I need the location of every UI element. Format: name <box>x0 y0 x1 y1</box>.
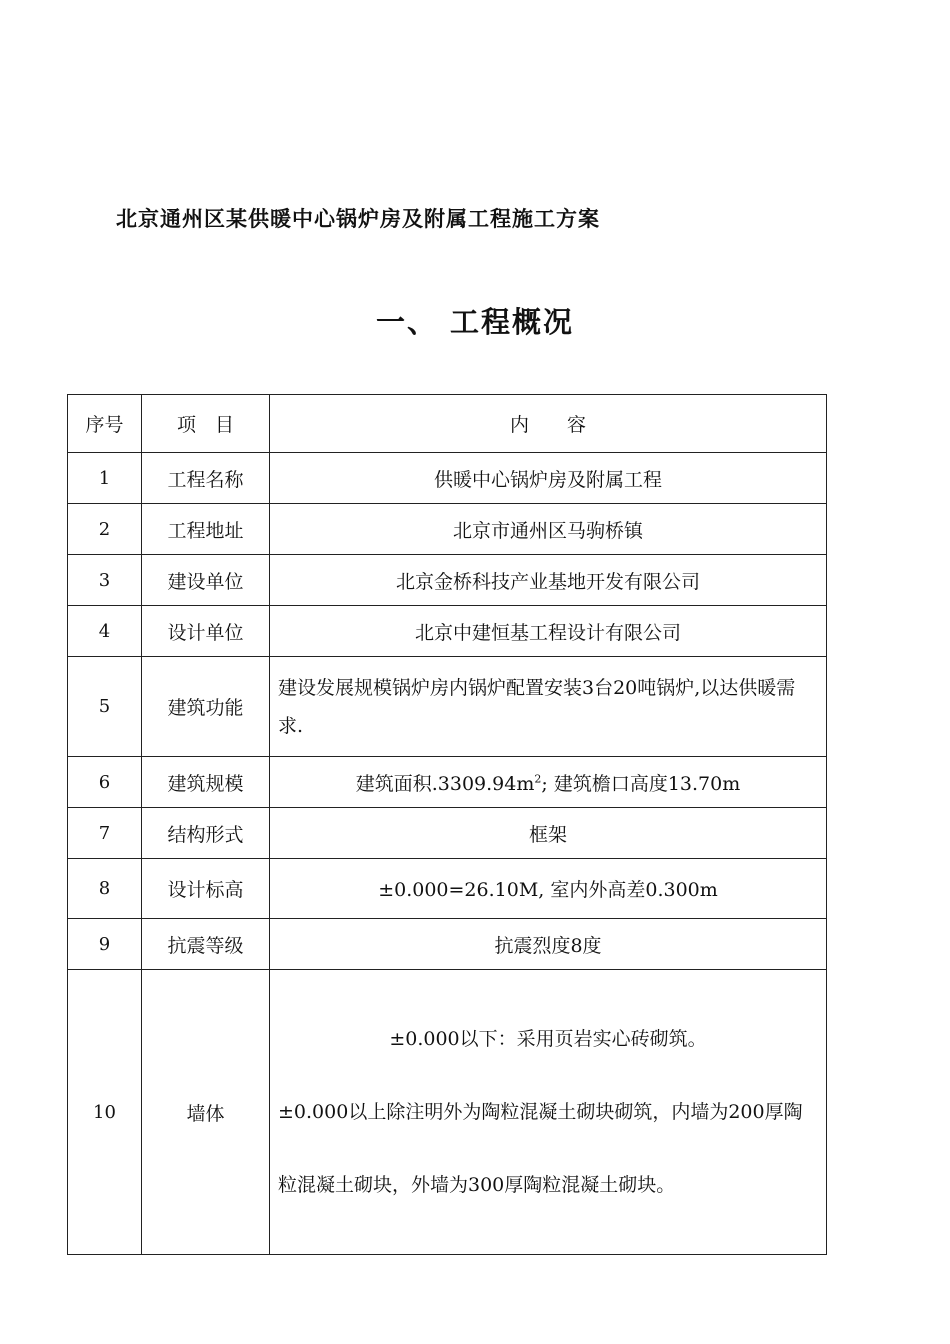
row-content: 框架 <box>270 808 827 859</box>
row-content: 抗震烈度8度 <box>270 919 827 970</box>
table-row <box>68 859 827 919</box>
row-number: 3 <box>68 555 142 606</box>
row-item: 结构形式 <box>142 808 270 859</box>
header-item: 项 目 <box>142 395 270 453</box>
row-content: 北京中建恒基工程设计有限公司 <box>270 606 827 657</box>
table-row <box>68 657 827 757</box>
header-content: 内 容 <box>270 395 827 453</box>
project-overview-table <box>67 394 827 1255</box>
row-item: 抗震等级 <box>142 919 270 970</box>
row-number: 9 <box>68 919 142 970</box>
row-number: 2 <box>68 504 142 555</box>
wall-below-grade: ±0.000以下：采用页岩实心砖砌筑。 <box>389 1027 707 1050</box>
row-item: 建筑规模 <box>142 757 270 808</box>
row-number: 4 <box>68 606 142 657</box>
row-item: 设计单位 <box>142 606 270 657</box>
table-row <box>68 453 827 504</box>
content-height: ; 建筑檐口高度13.70m <box>541 772 741 795</box>
document-title: 北京通州区某供暖中心锅炉房及附属工程施工方案 <box>116 207 600 231</box>
row-content <box>270 757 827 808</box>
row-content: 供暖中心锅炉房及附属工程 <box>270 453 827 504</box>
section-heading: 一、 工程概况 <box>375 305 575 339</box>
table-row <box>68 606 827 657</box>
row-content: ±0.000=26.10M, 室内外高差0.300m <box>270 859 827 919</box>
row-content: 北京金桥科技产业基地开发有限公司 <box>270 555 827 606</box>
row-content: 建设发展规模锅炉房内锅炉配置安装3台20吨锅炉,以达供暖需求. <box>270 657 827 757</box>
content-area: 建筑面积.3309.94m <box>355 772 535 795</box>
row-number: 7 <box>68 808 142 859</box>
table-row <box>68 970 827 1255</box>
header-no: 序号 <box>68 395 142 453</box>
row-number: 1 <box>68 453 142 504</box>
row-content <box>270 970 827 1255</box>
table-row <box>68 919 827 970</box>
row-number: 6 <box>68 757 142 808</box>
row-item: 工程名称 <box>142 453 270 504</box>
table-header-row <box>68 395 827 453</box>
row-item: 工程地址 <box>142 504 270 555</box>
row-content: 北京市通州区马驹桥镇 <box>270 504 827 555</box>
table-row <box>68 555 827 606</box>
table-row <box>68 808 827 859</box>
wall-above-grade: ±0.000以上除注明外为陶粒混凝土砌块砌筑，内墙为200厚陶粒混凝土砌块，外墙为300厚陶粒混凝土砌块。 <box>278 1100 803 1196</box>
row-number: 10 <box>68 970 142 1255</box>
row-item: 墙体 <box>142 970 270 1255</box>
superscript-2: 2 <box>534 772 542 786</box>
row-item: 建设单位 <box>142 555 270 606</box>
row-item: 设计标高 <box>142 859 270 919</box>
row-number: 8 <box>68 859 142 919</box>
table-row <box>68 757 827 808</box>
row-item: 建筑功能 <box>142 657 270 757</box>
table-row <box>68 504 827 555</box>
row-number: 5 <box>68 657 142 757</box>
